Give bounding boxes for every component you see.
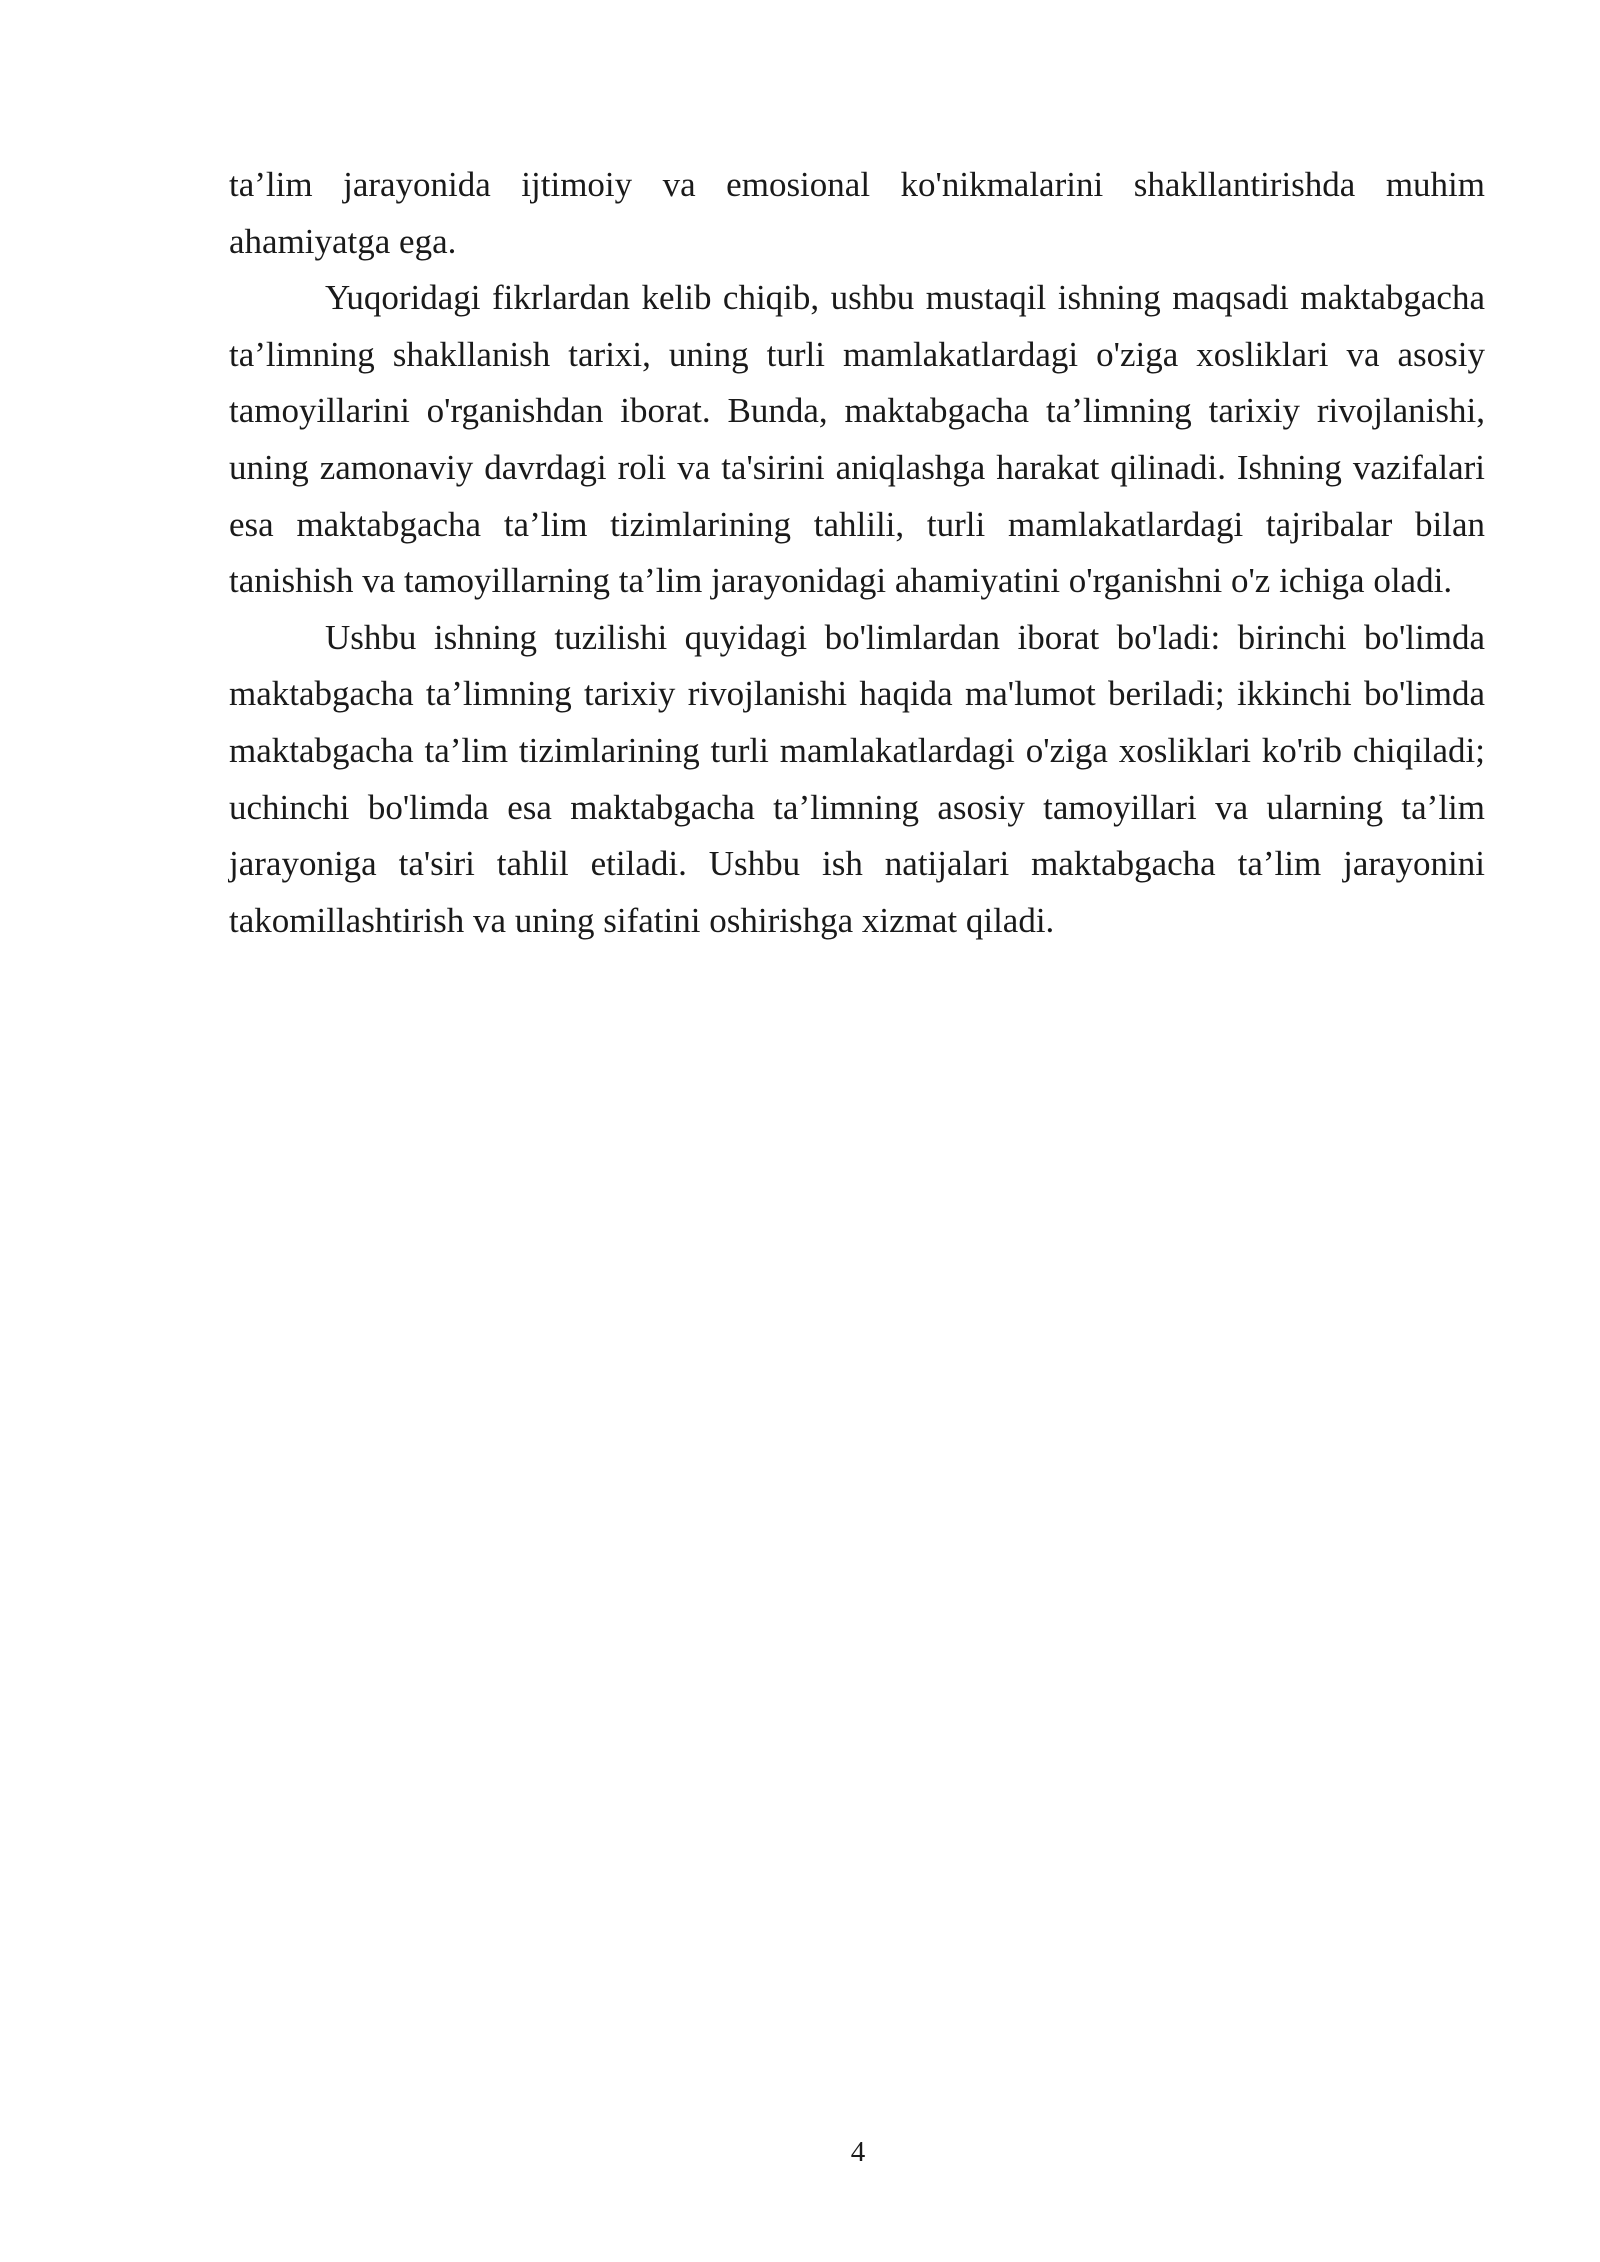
paragraph-purpose: Yuqoridagi fikrlardan kelib chiqib, ushbu mustaqil ishning maqsadi maktabgacha ta’limning shakllanish tarixi, uning turli mamlakatlardagi o'ziga xosliklari va asosiy tamoyillarini o'rganishdan iborat. Bunda, maktabgacha ta’limning tarixiy rivojlanishi, uning zamonaviy davrdagi roli va ta'sirini aniqlashga harakat qilinadi. Ishning vazifalari esa maktabgacha ta’lim tizimlarining tahlili, turli mamlakatlardagi tajribalar bilan tanishish va tamoyillarning ta’lim jarayonidagi ahamiyatini o'rganishni o'z ichiga oladi.: [229, 278, 1485, 601]
paragraph-structure: Ushbu ishning tuzilishi quyidagi bo'limlardan iborat bo'ladi: birinchi bo'limda maktabgacha ta’limning tarixiy rivojlanishi haqida ma'lumot beriladi; ikkinchi bo'limda maktabgacha ta’lim tizimlarining turli mamlakatlardagi o'ziga xosliklari ko'rib chiqiladi; uchinchi bo'limda esa maktabgacha ta’limning asosiy tamoyillari va ularning ta’lim jarayoniga ta'siri tahlil etiladi. Ushbu ish natijalari maktabgacha ta’lim jarayonini takomillashtirish va uning sifatini oshirishga xizmat qiladi.: [229, 617, 1485, 940]
page-number: 4: [850, 2136, 866, 2168]
body-text: [229, 157, 1485, 949]
paragraph-continuation: ta’lim jarayonida ijtimoiy va emosional ko'nikmalarini shakllantirishda muhim ahamiyatga ega.: [229, 165, 1485, 261]
